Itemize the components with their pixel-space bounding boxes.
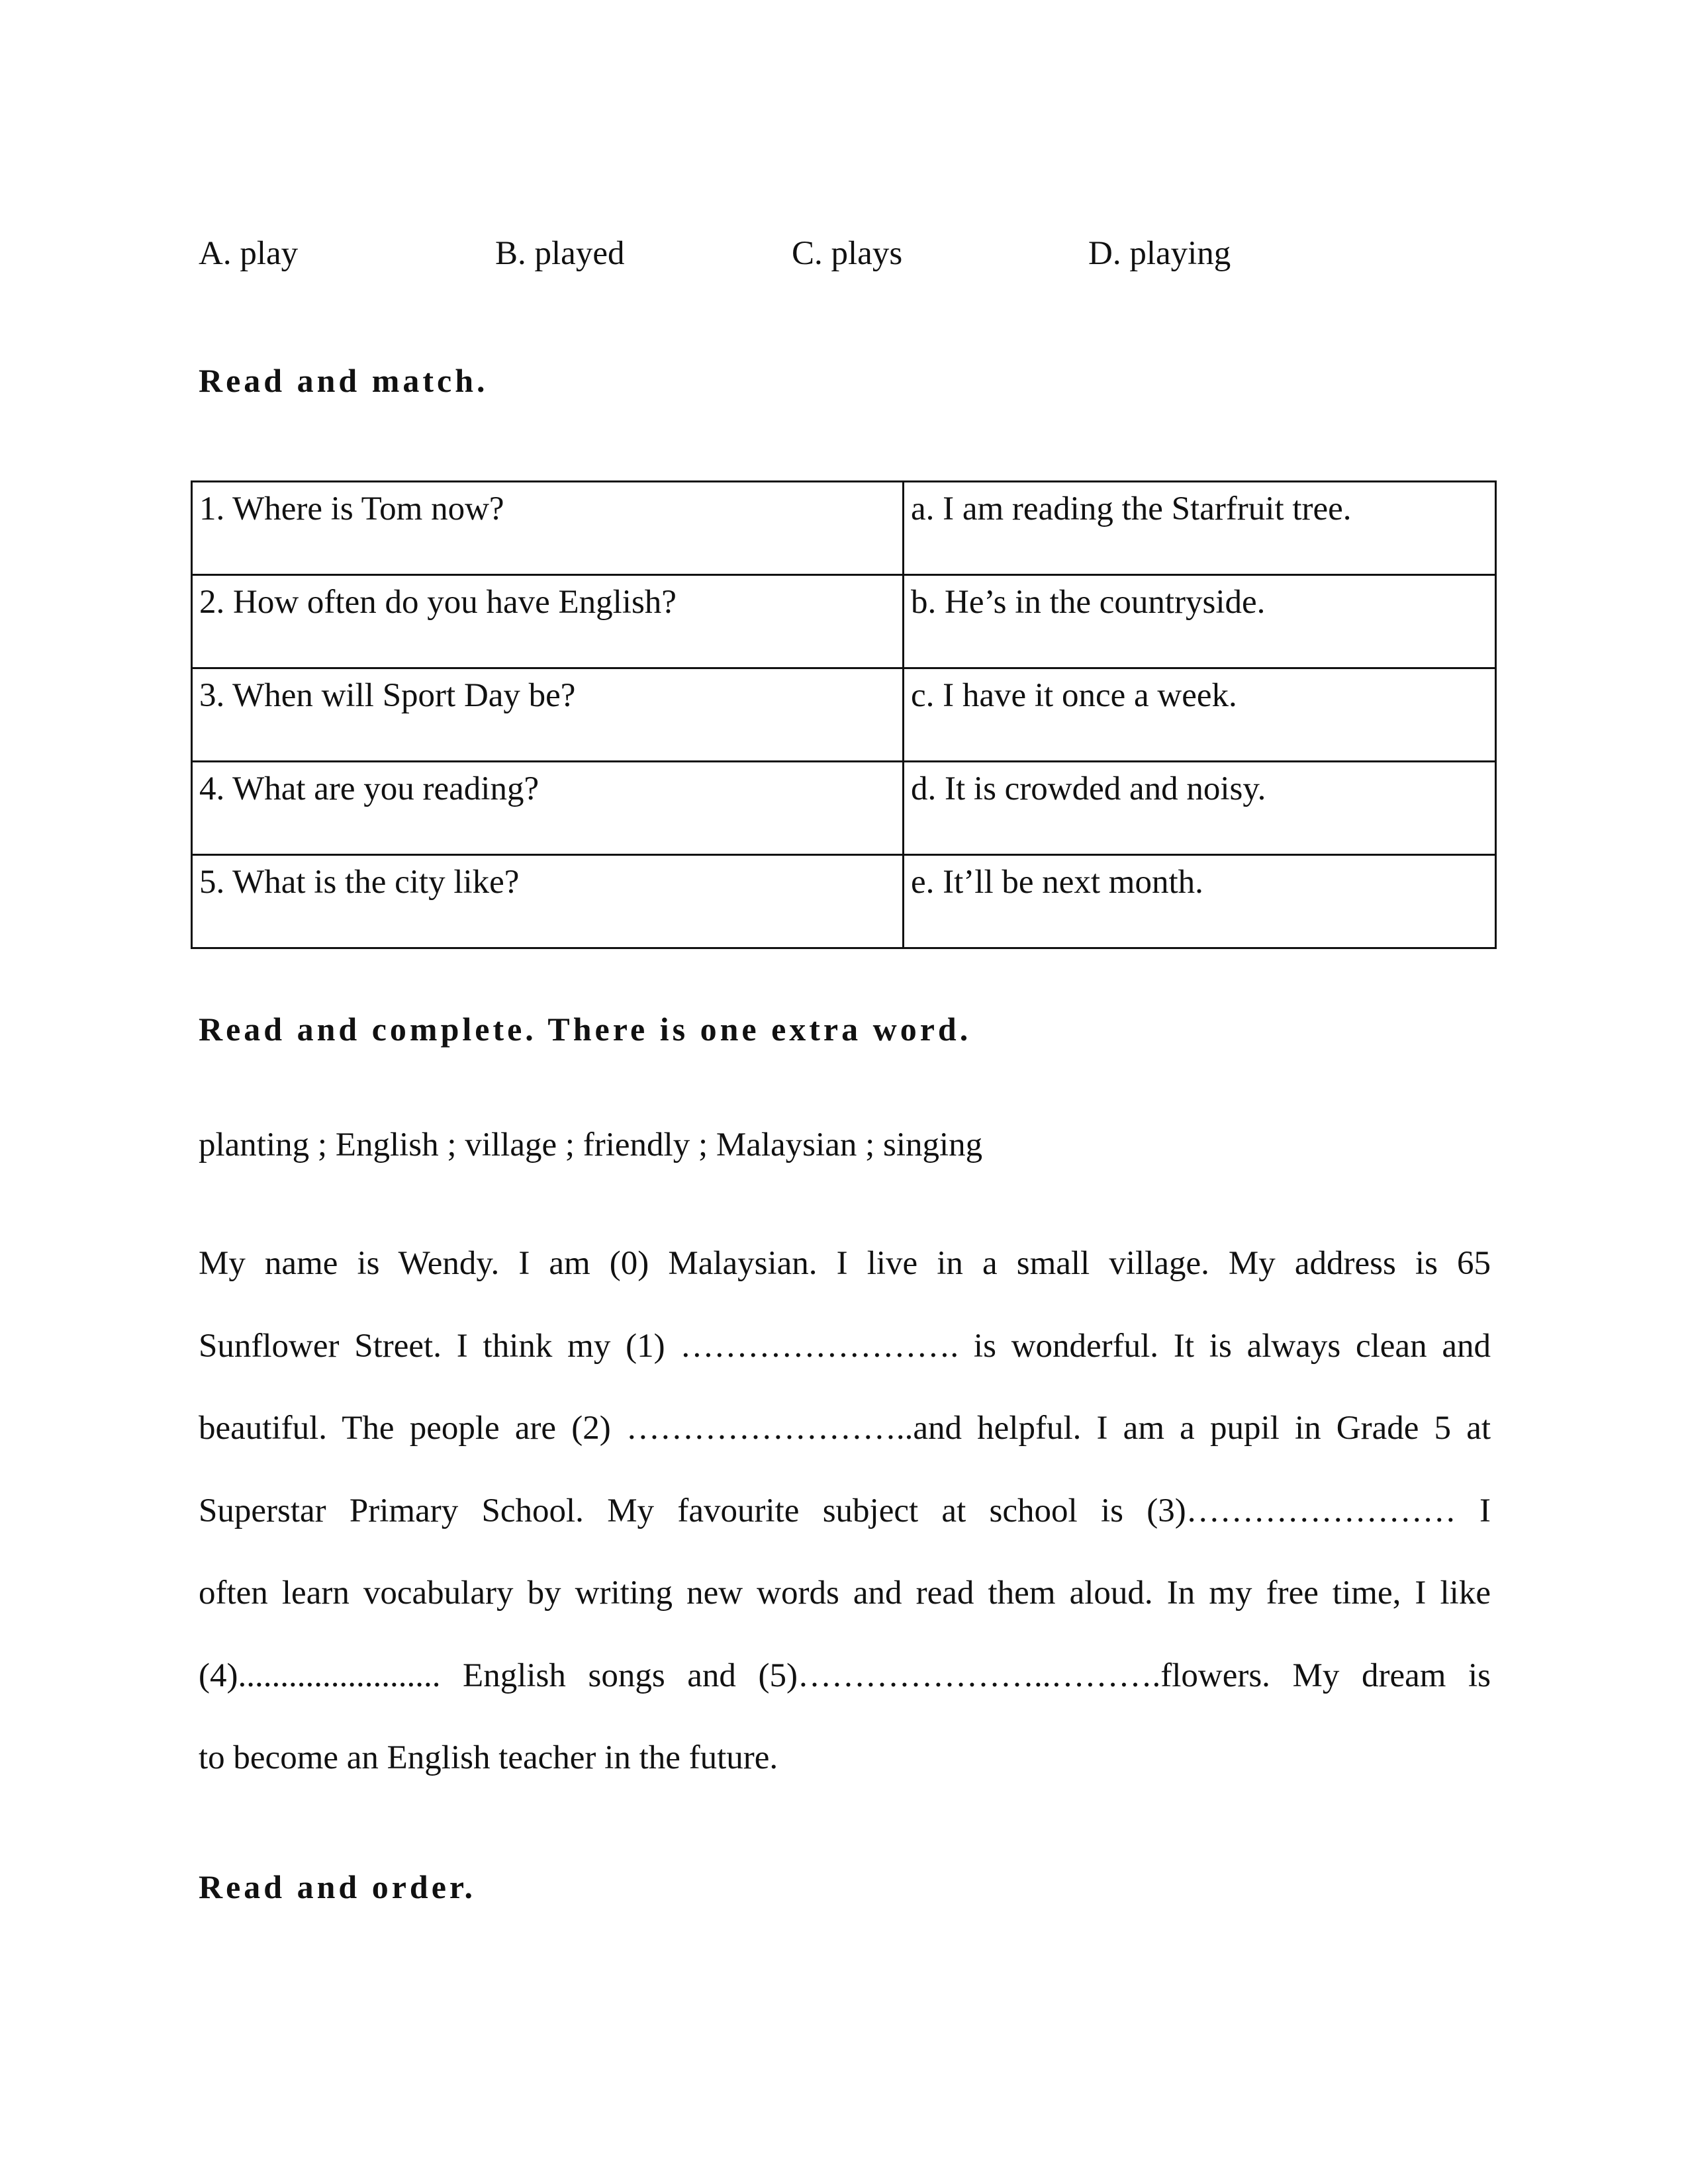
passage-line: Sunflower Street. I think my (1) ……………………. is wonderful. It is always clean and xyxy=(199,1329,1491,1365)
table-row xyxy=(192,668,1496,762)
match-table xyxy=(191,480,1497,949)
passage xyxy=(199,1247,1491,1824)
option-a: A. play xyxy=(199,235,299,272)
match-heading: Read and match. xyxy=(199,362,489,399)
order-heading: Read and order. xyxy=(199,1868,477,1905)
table-row xyxy=(192,762,1496,855)
match-answer: d. It is crowded and noisy. xyxy=(904,762,1496,855)
match-answer: c. I have it once a week. xyxy=(904,668,1496,762)
table-row xyxy=(192,855,1496,948)
complete-heading: Read and complete. There is one extra word. xyxy=(199,1011,972,1048)
match-question: 2. How often do you have English? xyxy=(192,575,904,668)
match-answer: b. He’s in the countryside. xyxy=(904,575,1496,668)
match-answer: e. It’ll be next month. xyxy=(904,855,1496,948)
passage-line: often learn vocabulary by writing new words and read them aloud. In my free time, I like xyxy=(199,1576,1491,1612)
option-c: C. plays xyxy=(792,235,903,272)
match-answer: a. I am reading the Starfruit tree. xyxy=(904,482,1496,575)
option-d: D. playing xyxy=(1088,235,1231,272)
word-bank: planting ; English ; village ; friendly ; Malaysian ; singing xyxy=(199,1126,983,1163)
match-question: 5. What is the city like? xyxy=(192,855,904,948)
match-question: 4. What are you reading? xyxy=(192,762,904,855)
table-row xyxy=(192,575,1496,668)
passage-line: Superstar Primary School. My favourite subject at school is (3)…………………… I xyxy=(199,1494,1491,1529)
passage-line: (4)........................ English songs and (5)…………………..……….flowers. My dream is xyxy=(199,1659,1491,1694)
match-question: 1. Where is Tom now? xyxy=(192,482,904,575)
table-row xyxy=(192,482,1496,575)
match-question: 3. When will Sport Day be? xyxy=(192,668,904,762)
passage-line: My name is Wendy. I am (0) Malaysian. I live in a small village. My address is 65 xyxy=(199,1247,1491,1282)
passage-line: beautiful. The people are (2) ……………………..and helpful. I am a pupil in Grade 5 at xyxy=(199,1412,1491,1447)
passage-line: to become an English teacher in the future. xyxy=(199,1741,778,1776)
option-b: B. played xyxy=(495,235,625,272)
